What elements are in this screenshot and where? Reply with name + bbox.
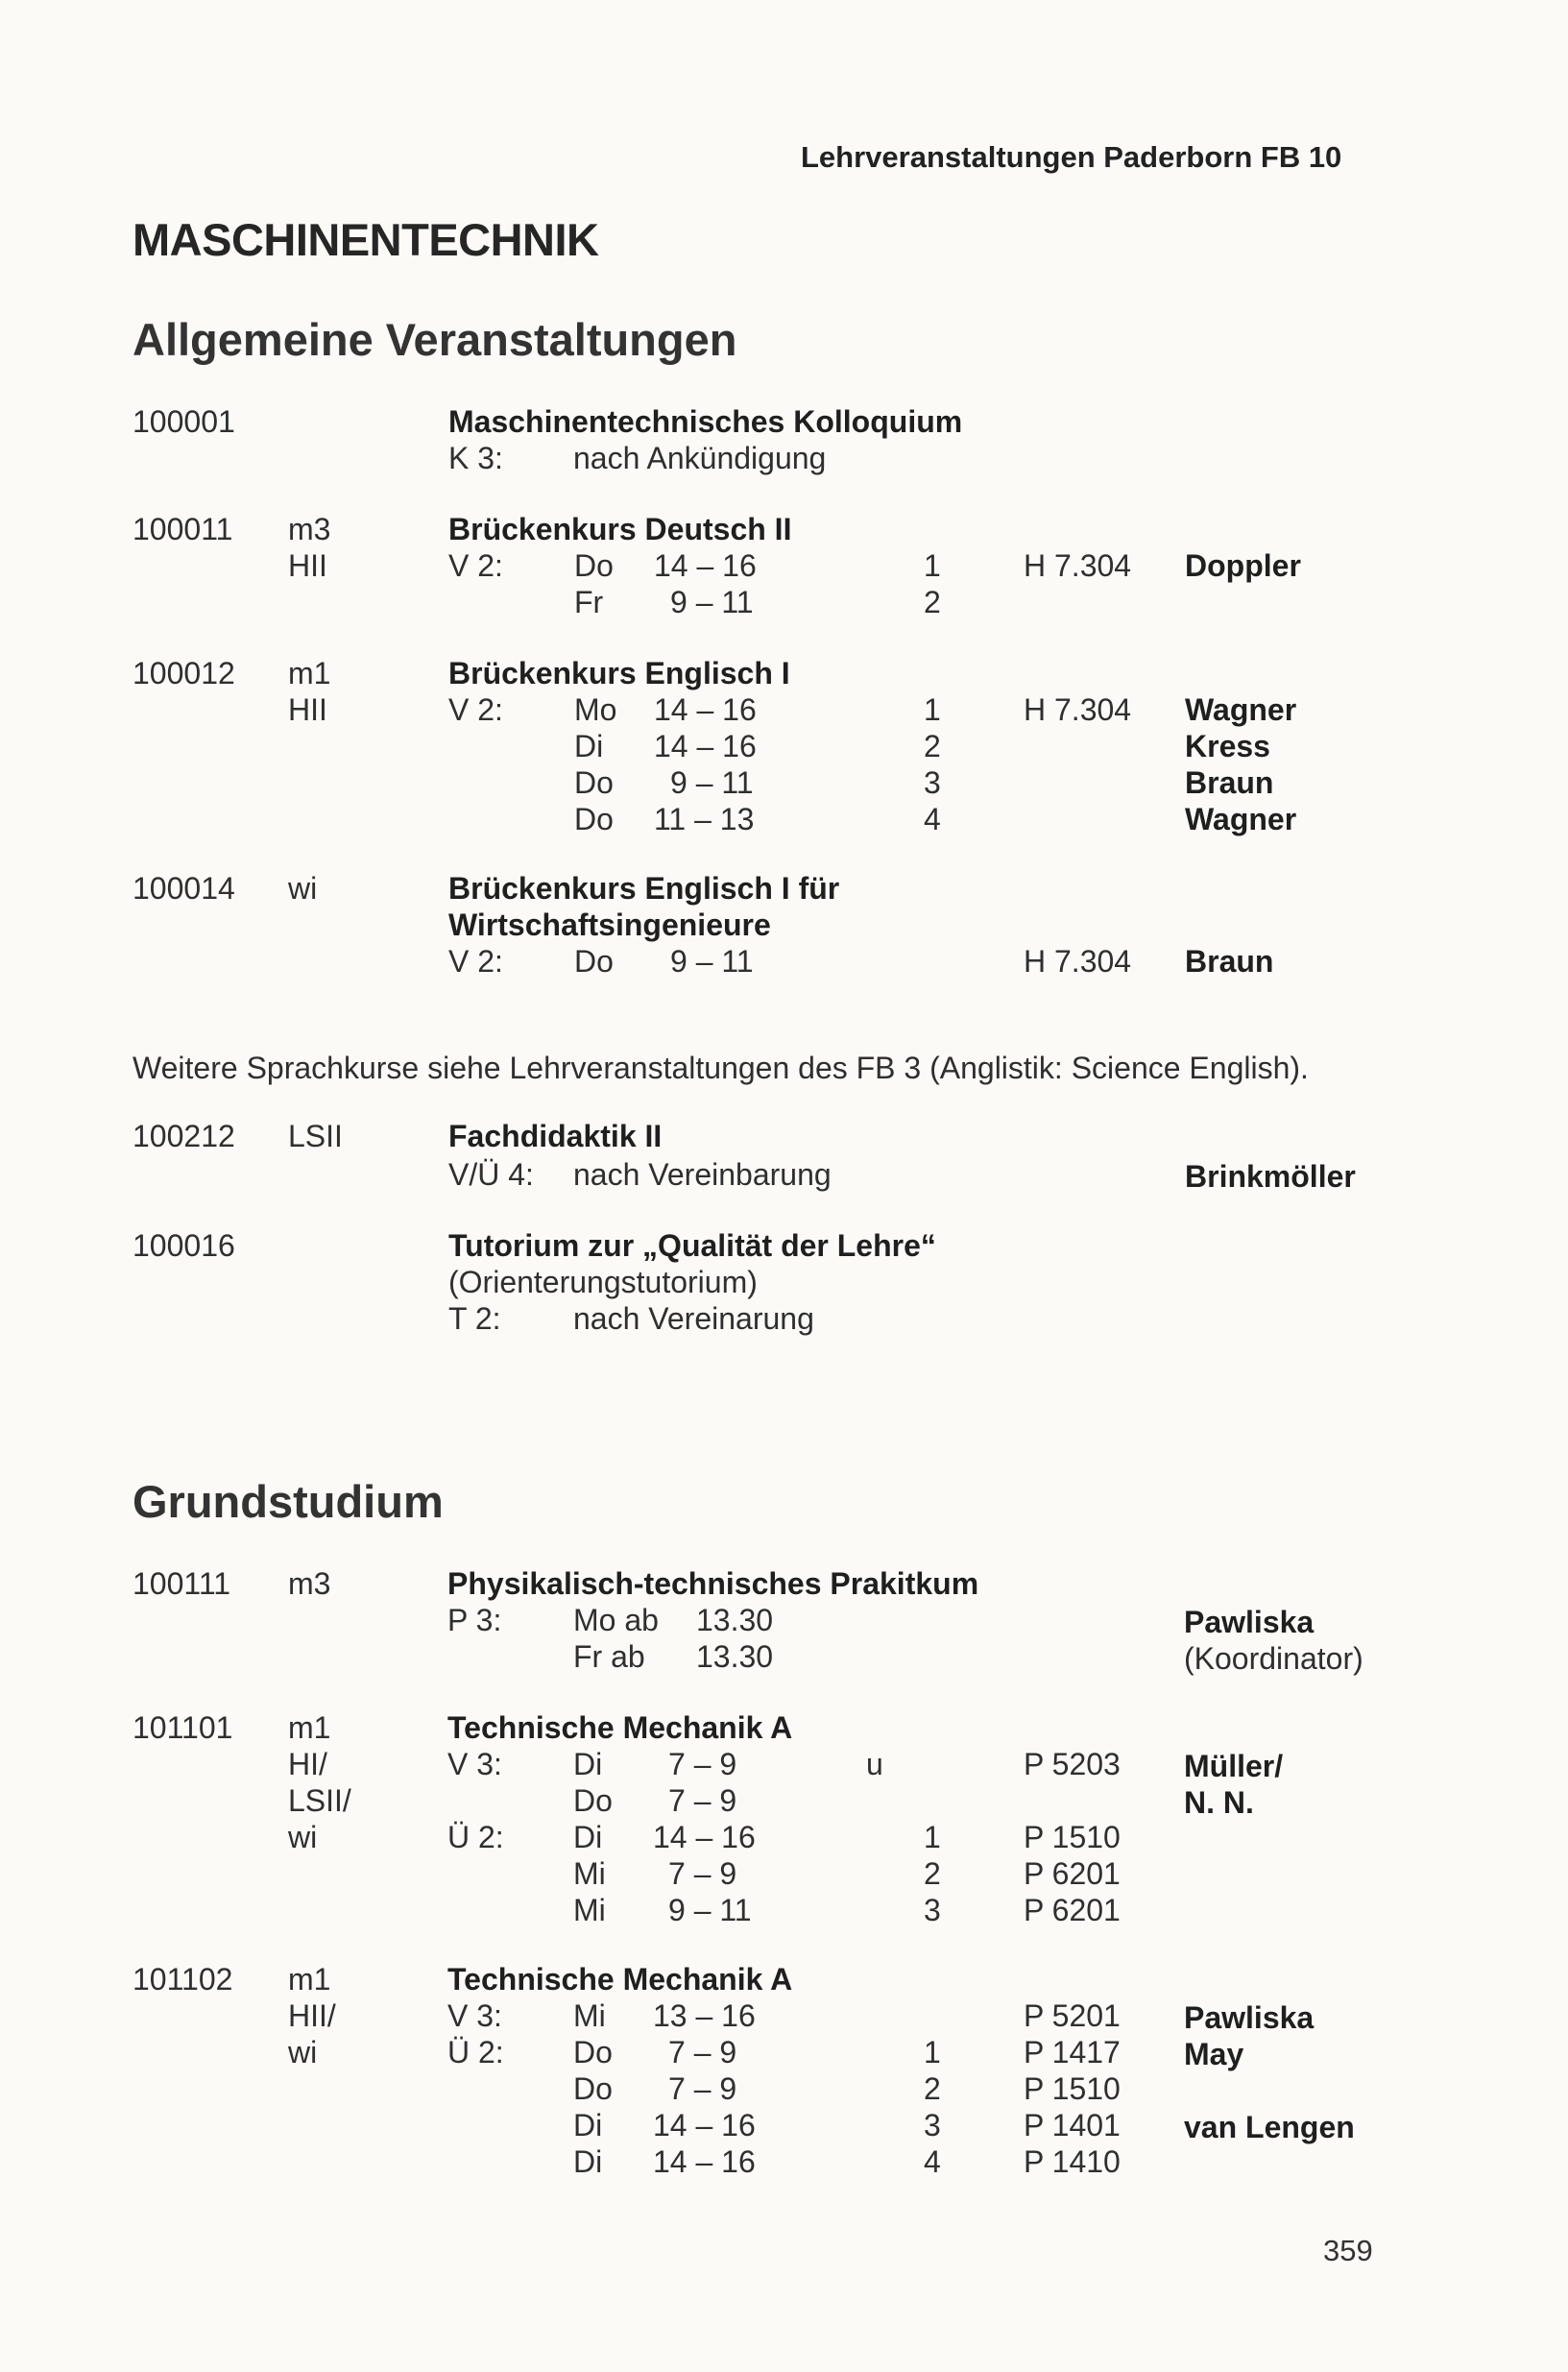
- course-room: P 5201: [1024, 1998, 1121, 2033]
- course-day: Mi: [573, 1998, 606, 2033]
- course-room: P 1510: [1024, 1820, 1121, 1854]
- course-day: Do: [574, 548, 614, 583]
- course-target: HII: [288, 692, 327, 727]
- course-type: V 2:: [448, 548, 503, 583]
- course-code: 100111: [133, 1566, 231, 1601]
- course-schedule: nach Vereinarung: [573, 1301, 814, 1336]
- course-day: Mi: [573, 1893, 606, 1927]
- course-room: P 1410: [1024, 2144, 1121, 2179]
- course-time: 7 – 9: [668, 1783, 737, 1818]
- course-time: 13.30: [696, 1603, 774, 1637]
- course-group: 1: [924, 2035, 941, 2069]
- course-teacher: van Lengen: [1184, 2110, 1355, 2144]
- course-time: 14 – 16: [653, 1820, 756, 1854]
- course-target: LSII: [288, 1119, 343, 1153]
- course-day: Mi: [573, 1856, 606, 1891]
- course-room: P 1417: [1024, 2035, 1121, 2069]
- course-title: Fachdidaktik II: [448, 1119, 663, 1153]
- course-schedule: nach Vereinbarung: [573, 1157, 832, 1192]
- course-day: Mo: [574, 692, 617, 727]
- course-title: Wirtschaftsingenieure: [448, 908, 771, 942]
- course-target: wi: [288, 2035, 318, 2069]
- course-teacher: Braun: [1185, 944, 1274, 979]
- course-teacher: N. N.: [1184, 1785, 1254, 1820]
- course-type: T 2:: [448, 1301, 501, 1336]
- course-type: Ü 2:: [447, 2035, 504, 2069]
- course-code: 100016: [133, 1228, 235, 1263]
- course-group: u: [866, 1747, 883, 1781]
- course-code: 100014: [133, 871, 235, 906]
- course-group: 3: [924, 2108, 941, 2142]
- course-group: 1: [924, 1820, 941, 1854]
- course-teacher: Brinkmöller: [1185, 1159, 1356, 1194]
- course-time: 13 – 16: [653, 1998, 756, 2033]
- course-day: Do: [574, 802, 614, 836]
- course-day: Di: [573, 2144, 603, 2179]
- section-heading-grundstudium: Grundstudium: [133, 1476, 444, 1527]
- course-type: K 3:: [448, 441, 503, 475]
- course-type: P 3:: [447, 1603, 502, 1637]
- course-title: Brückenkurs Englisch I: [448, 656, 790, 690]
- course-time: 14 – 16: [654, 548, 757, 583]
- course-day: Fr: [574, 585, 604, 619]
- course-target: m1: [288, 1962, 331, 1997]
- course-time: 9 – 11: [670, 944, 754, 979]
- course-day: Di: [574, 729, 604, 763]
- running-header: Lehrveranstaltungen Paderborn FB 10: [801, 140, 1342, 174]
- course-time: 14 – 16: [654, 729, 757, 763]
- course-teacher: Kress: [1185, 729, 1270, 763]
- course-group: 2: [924, 1856, 941, 1891]
- course-room: H 7.304: [1024, 944, 1132, 979]
- course-time: 9 – 11: [670, 585, 754, 619]
- course-time: 7 – 9: [668, 2071, 737, 2106]
- course-title: Technische Mechanik A: [447, 1710, 793, 1745]
- course-group: 3: [924, 1893, 941, 1927]
- course-code: 101101: [133, 1710, 233, 1745]
- course-teacher: Braun: [1185, 765, 1274, 800]
- course-time: 7 – 9: [668, 1747, 737, 1781]
- course-day: Do: [573, 1783, 613, 1818]
- course-group: 2: [924, 729, 941, 763]
- course-target: HII: [288, 548, 327, 583]
- course-target: HII/: [288, 1998, 336, 2033]
- course-type: Ü 2:: [447, 1820, 504, 1854]
- course-teacher-role: (Koordinator): [1184, 1641, 1363, 1676]
- course-time: 7 – 9: [668, 1856, 737, 1891]
- course-time: 11 – 13: [654, 802, 755, 836]
- course-target: m1: [288, 656, 331, 690]
- course-room: P 5203: [1024, 1747, 1121, 1781]
- course-title: Tutorium zur „Qualität der Lehre“: [448, 1228, 936, 1263]
- course-teacher: Müller/: [1184, 1749, 1284, 1783]
- course-time: 13.30: [696, 1639, 774, 1674]
- course-room: H 7.304: [1024, 548, 1132, 583]
- course-target: wi: [288, 1820, 318, 1854]
- course-room: H 7.304: [1024, 692, 1132, 727]
- course-group: 2: [924, 2071, 941, 2106]
- course-title: Brückenkurs Deutsch II: [448, 512, 792, 546]
- course-teacher: Doppler: [1185, 548, 1301, 583]
- course-target: m1: [288, 1710, 331, 1745]
- course-code: 100011: [133, 512, 233, 546]
- course-target: m3: [288, 512, 331, 546]
- course-group: 2: [924, 585, 941, 619]
- course-day: Di: [573, 2108, 603, 2142]
- course-title: Maschinentechnisches Kolloquium: [448, 404, 963, 439]
- course-teacher: Pawliska: [1184, 2000, 1315, 2035]
- course-day: Mo ab: [573, 1603, 659, 1637]
- course-day: Di: [573, 1820, 603, 1854]
- language-course-note: Weitere Sprachkurse siehe Lehrveranstaltungen des FB 3 (Anglistik: Science English).: [133, 1051, 1309, 1085]
- course-type: V 2:: [448, 692, 503, 727]
- course-teacher: Wagner: [1185, 692, 1297, 727]
- course-group: 1: [924, 548, 941, 583]
- course-time: 14 – 16: [653, 2144, 756, 2179]
- course-day: Do: [574, 944, 614, 979]
- course-teacher: Pawliska: [1184, 1605, 1315, 1639]
- course-group: 4: [924, 2144, 941, 2179]
- course-room: P 1401: [1024, 2108, 1121, 2142]
- course-type: V 3:: [447, 1747, 502, 1781]
- course-target: m3: [288, 1566, 331, 1601]
- course-title: Technische Mechanik A: [447, 1962, 793, 1997]
- course-type: V 2:: [448, 944, 503, 979]
- course-code: 101102: [133, 1962, 233, 1997]
- course-subtitle: (Orienterungstutorium): [448, 1265, 758, 1299]
- course-time: 14 – 16: [653, 2108, 756, 2142]
- course-group: 1: [924, 692, 941, 727]
- course-target: HI/: [288, 1747, 327, 1781]
- course-schedule: nach Ankündigung: [573, 441, 827, 475]
- document-title: MASCHINENTECHNIK: [133, 214, 599, 265]
- course-room: P 6201: [1024, 1856, 1121, 1891]
- course-time: 9 – 11: [670, 765, 754, 800]
- section-heading-allgemeine: Allgemeine Veranstaltungen: [133, 314, 737, 365]
- course-day: Do: [573, 2071, 613, 2106]
- course-code: 100212: [133, 1119, 235, 1153]
- course-type: V/Ü 4:: [448, 1157, 534, 1192]
- course-room: P 1510: [1024, 2071, 1121, 2106]
- course-group: 3: [924, 765, 941, 800]
- course-teacher: Wagner: [1185, 802, 1297, 836]
- course-title: Brückenkurs Englisch I für: [448, 871, 840, 906]
- course-time: 14 – 16: [654, 692, 757, 727]
- course-group: 4: [924, 802, 941, 836]
- course-day: Di: [573, 1747, 603, 1781]
- course-room: P 6201: [1024, 1893, 1121, 1927]
- course-title: Physikalisch-technisches Prakitkum: [447, 1566, 979, 1601]
- course-code: 100001: [133, 404, 235, 439]
- course-type: V 3:: [447, 1998, 502, 2033]
- course-time: 9 – 11: [668, 1893, 752, 1927]
- course-day: Fr ab: [573, 1639, 645, 1674]
- course-target: wi: [288, 871, 318, 906]
- course-teacher: May: [1184, 2037, 1244, 2071]
- page-number: 359: [1323, 2234, 1373, 2267]
- course-day: Do: [573, 2035, 613, 2069]
- course-time: 7 – 9: [668, 2035, 737, 2069]
- course-day: Do: [574, 765, 614, 800]
- course-code: 100012: [133, 656, 235, 690]
- course-target: LSII/: [288, 1783, 351, 1818]
